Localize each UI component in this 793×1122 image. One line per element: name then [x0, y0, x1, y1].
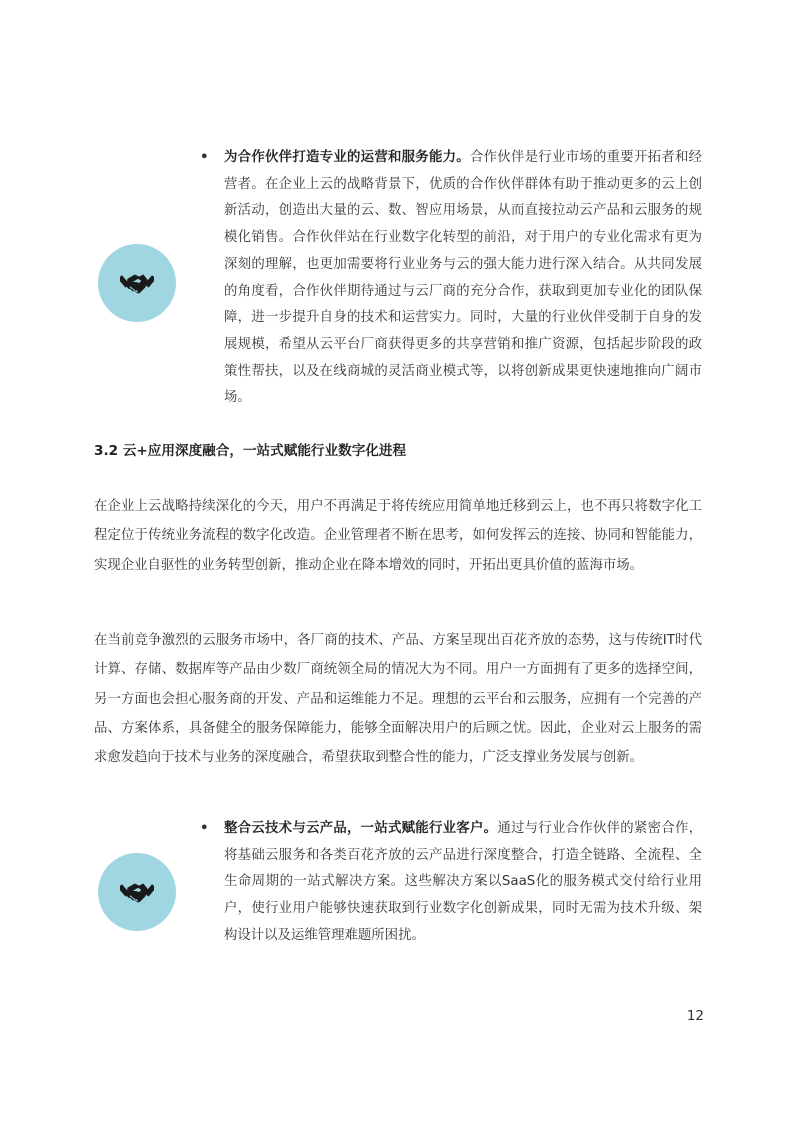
- bullet-partner-capability: [200, 145, 702, 412]
- page-number: 12: [686, 1008, 704, 1024]
- handshake-glyph: [120, 875, 154, 909]
- bullet-text: [224, 145, 702, 412]
- section-heading: 3.2 云+应用深度融合，一站式赋能行业数字化进程: [94, 443, 407, 459]
- bullet-bold-lead: 为合作伙伴打造专业的运营和服务能力。: [224, 150, 470, 165]
- bullet-integration: [200, 816, 702, 950]
- bullet-text: [224, 816, 702, 950]
- paragraph-1: 在企业上云战略持续深化的今天，用户不再满足于将传统应用简单地迁移到云上，也不再只将数字化工程定位于传统业务流程的数字化改造。企业管理者不断在思考，如何发挥云的连接、协同和智能能力，实现企业自驱性的业务转型创新，推动企业在降本增效的同时，开拓出更具价值的蓝海市场。: [94, 499, 702, 573]
- bullet-bold-lead: 整合云技术与云产品，一站式赋能行业客户。: [224, 821, 498, 836]
- bullet-dot: •: [200, 821, 209, 836]
- bullet-dot: •: [200, 150, 209, 165]
- handshake-icon: [98, 244, 176, 322]
- handshake-icon: [98, 853, 176, 931]
- handshake-glyph: [120, 266, 154, 300]
- bullet-body: 通过与行业合作伙伴的紧密合作，将基础云服务和各类百花齐放的云产品进行深度整合，打造全链路、全流程、全生命周期的一站式解决方案。这些解决方案以SaaS化的服务模式交付给行业用户，使行业用户能够快速获取到行业数字化创新成果，同时无需为技术升级、架构设计以及运维管理难题所困扰。: [224, 821, 703, 943]
- paragraph-2: 在当前竞争激烈的云服务市场中，各厂商的技术、产品、方案呈现出百花齐放的态势，这与传统IT时代计算、存储、数据库等产品由少数厂商统领全局的情况大为不同。用户一方面拥有了更多的选择空间，另一方面也会担心服务商的开发、产品和运维能力不足。理想的云平台和云服务，应拥有一个完善的产品、方案体系，具备健全的服务保障能力，能够全面解决用户的后顾之忧。因此，企业对云上服务的需求愈发趋向于技术与业务的深度融合，希望获取到整合性的能力，广泛支撑业务发展与创新。: [94, 633, 702, 766]
- bullet-body: 合作伙伴是行业市场的重要开拓者和经营者。在企业上云的战略背景下，优质的合作伙伴群体有助于推动更多的云上创新活动，创造出大量的云、数、智应用场景，从而直接拉动云产品和云服务的规模化销售。合作伙伴站在行业数字化转型的前沿，对于用户的专业化需求有更为深刻的理解，也更加需要将行业业务与云的强大能力进行深入结合。从共同发展的角度看，合作伙伴期待通过与云厂商的充分合作，获取到更加专业化的团队保障，进一步提升自身的技术和运营实力。同时，大量的行业伙伴受制于自身的发展规模，希望从云平台厂商获得更多的共享营销和推广资源，包括起步阶段的政策性帮扶，以及在线商城的灵活商业模式等，以将创新成果更快速地推向广阔市场。: [224, 150, 702, 406]
